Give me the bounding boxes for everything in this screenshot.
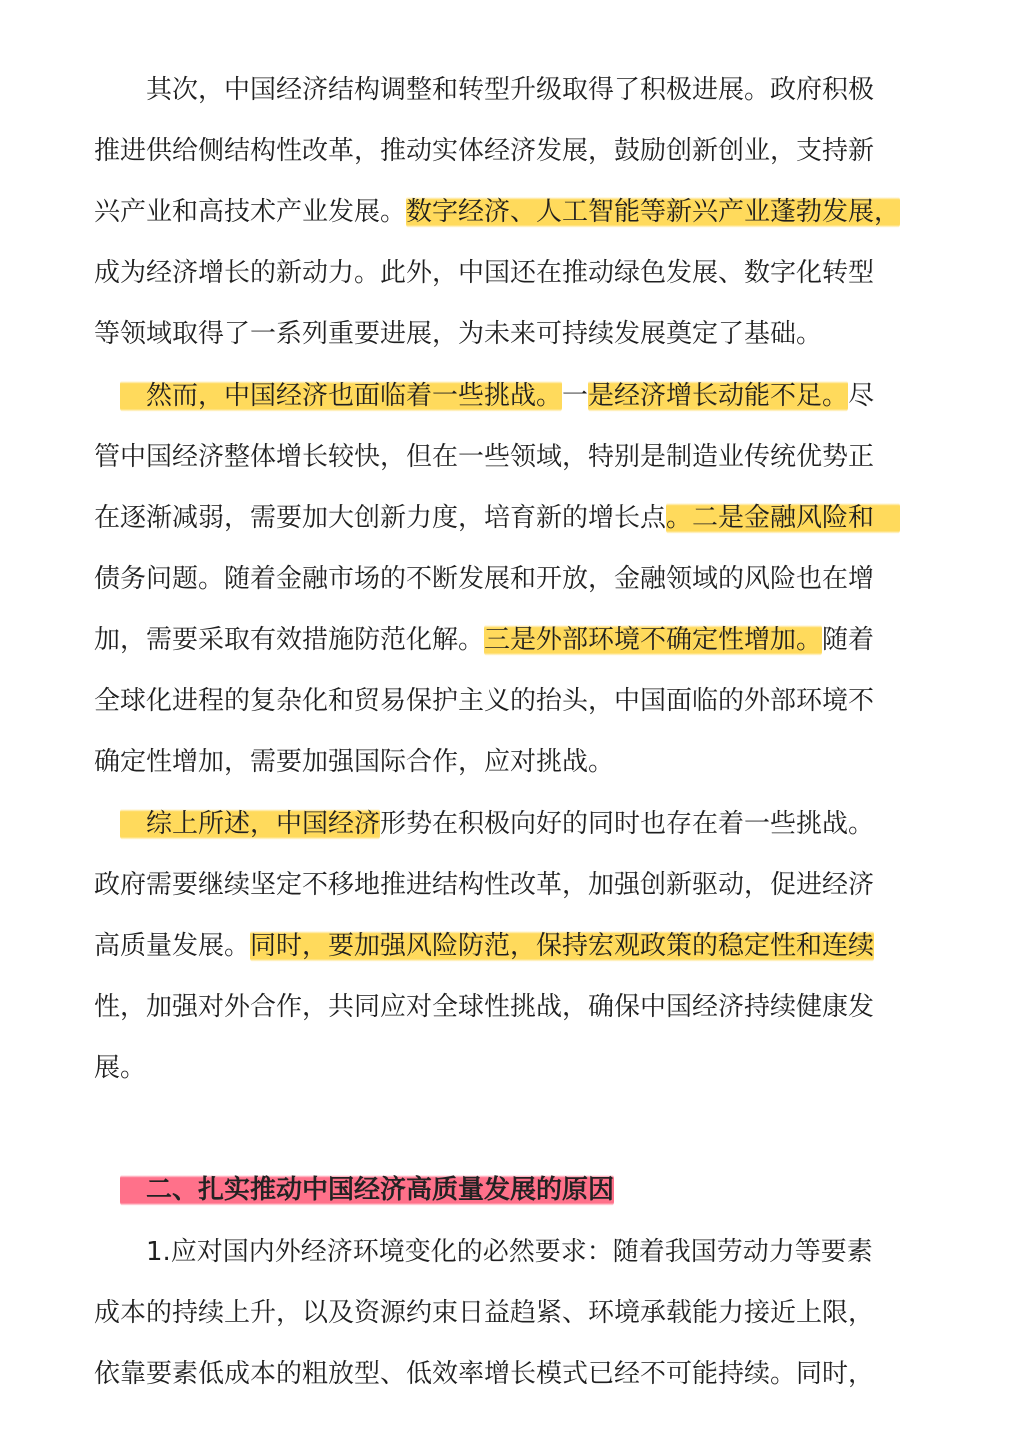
text-line — [94, 865, 874, 905]
text-segment: 形势在积极向好的同时也存在着一些挑战。 — [380, 809, 875, 839]
text-line — [94, 1354, 874, 1394]
text-segment: 尽 — [848, 381, 875, 411]
text-segment: 推进供给侧结构性改革，推动实体经济发展，鼓励创新创业，支持新 — [94, 136, 875, 166]
text-line — [94, 192, 900, 232]
text-line — [94, 314, 822, 354]
highlighted-text: 数字经济、人工智能等新兴产业蓬勃发展， — [406, 197, 901, 227]
text-segment: 性，加强对外合作，共同应对全球性挑战，确保中国经济持续健康发 — [94, 992, 875, 1022]
text-segment: 随着 — [822, 625, 875, 655]
text-line — [94, 253, 874, 293]
text-segment: 加，需要采取有效措施防范化解。 — [94, 625, 485, 655]
text-segment — [94, 381, 120, 411]
text-segment — [94, 809, 120, 839]
highlighted-text: 综上所述，中国经济 — [120, 809, 381, 839]
text-segment: 依靠要素低成本的粗放型、低效率增长模式已经不可能持续。同时， — [94, 1359, 875, 1389]
text-line — [94, 559, 874, 599]
text-segment: 一 — [562, 381, 589, 411]
text-line — [94, 804, 874, 844]
section-heading — [94, 1170, 614, 1210]
text-line — [94, 620, 874, 660]
text-line — [94, 1293, 874, 1333]
text-segment: 在逐渐减弱，需要加大创新力度，培育新的增长点 — [94, 503, 667, 533]
text-segment: 其次，中国经济结构调整和转型升级取得了积极进展。政府积极 — [94, 75, 875, 105]
highlighted-heading-text: 二、扎实推动中国经济高质量发展的原因 — [120, 1175, 615, 1205]
text-segment — [94, 1175, 120, 1205]
text-segment: 成为经济增长的新动力。此外，中国还在推动绿色发展、数字化转型 — [94, 258, 875, 288]
highlighted-text: 同时，要加强风险防范，保持宏观政策的稳定性和连续 — [250, 931, 875, 961]
text-segment: 展。 — [94, 1053, 147, 1083]
text-segment: 政府需要继续坚定不移地推进结构性改革，加强创新驱动，促进经济 — [94, 870, 875, 900]
text-line — [94, 742, 614, 782]
text-line — [94, 926, 874, 966]
highlighted-text: 是经济增长动能不足。 — [588, 381, 849, 411]
text-line — [94, 1048, 146, 1088]
highlighted-text: 三是外部环境不确定性增加。 — [484, 625, 823, 655]
text-line — [94, 1232, 873, 1272]
text-line — [94, 987, 874, 1027]
text-line — [94, 376, 874, 416]
text-segment: 兴产业和高技术产业发展。 — [94, 197, 407, 227]
text-segment: 管中国经济整体增长较快，但在一些领域，特别是制造业传统优势正 — [94, 442, 875, 472]
text-segment: 等领域取得了一系列重要进展，为未来可持续发展奠定了基础。 — [94, 319, 823, 349]
highlighted-text: 。二是金融风险和 — [666, 503, 901, 533]
text-segment: 全球化进程的复杂化和贸易保护主义的抬头，中国面临的外部环境不 — [94, 686, 875, 716]
text-segment: 成本的持续上升，以及资源约束日益趋紧、环境承载能力接近上限， — [94, 1298, 875, 1328]
text-segment: 高质量发展。 — [94, 931, 251, 961]
text-segment: 确定性增加，需要加强国际合作，应对挑战。 — [94, 747, 615, 777]
text-line — [94, 70, 874, 110]
text-line — [94, 681, 874, 721]
text-segment: 1.应对国内外经济环境变化的必然要求：随着我国劳动力等要素 — [94, 1237, 873, 1267]
text-segment: 债务问题。随着金融市场的不断发展和开放，金融领域的风险也在增 — [94, 564, 875, 594]
text-line — [94, 498, 900, 538]
highlighted-text: 然而，中国经济也面临着一些挑战。 — [120, 381, 563, 411]
text-line — [94, 437, 874, 477]
text-line — [94, 131, 874, 171]
